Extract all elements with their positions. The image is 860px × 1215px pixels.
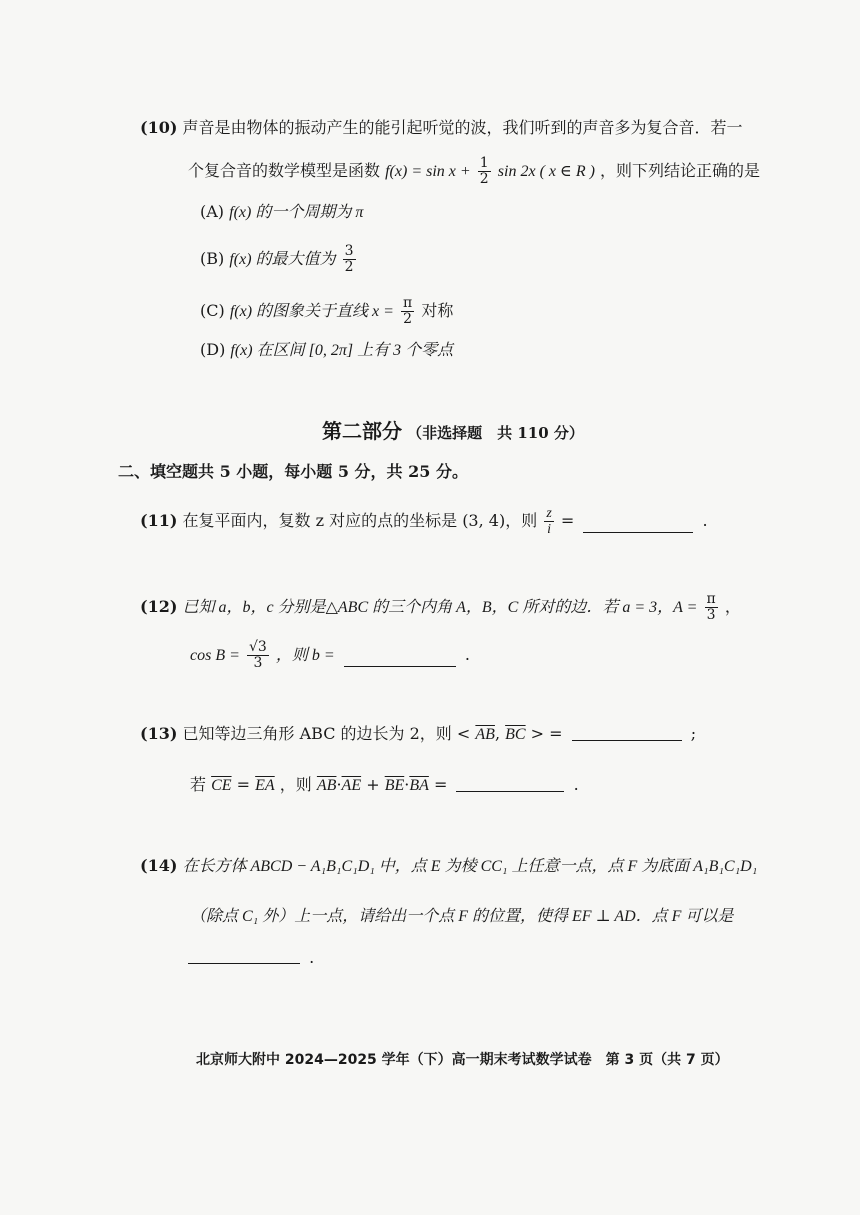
q10-option-b-text: f(x) 的最大值为 <box>229 251 336 268</box>
q12-text1: 已知 a，b，c 分别是△ABC 的三个内角 A，B，C 所对的边．若 a = 3，A = <box>182 599 698 616</box>
q10-option-d <box>200 340 453 361</box>
q10-option-c-num: π <box>403 295 413 311</box>
q11-text: 在复平面内，复数 z 对应的点的坐标是 (3, 4)，则 <box>182 511 538 530</box>
q10-stem-line1 <box>140 118 743 138</box>
q12-number: (12) <box>140 597 178 616</box>
q11-end: . <box>702 511 708 530</box>
q10-option-b-den: 2 <box>344 259 354 275</box>
q10-option-a <box>200 202 363 223</box>
q10-option-c-den: 2 <box>403 311 413 327</box>
q10-option-d-text: f(x) 在区间 [0, 2π] 上有 3 个零点 <box>230 342 454 359</box>
q13-vector-ce: $\overline{CE}$ <box>211 777 232 794</box>
q11-answer-blank[interactable] <box>583 531 693 533</box>
q10-option-c-label: (C) <box>200 301 225 320</box>
q10-frac-den: 2 <box>479 171 489 187</box>
q14-text2: （除点 C₁ 外）上一点，请给出一个点 F 的位置，使得 EF ⊥ AD．点 F 可以是 <box>190 908 734 925</box>
q12-a-fraction <box>705 592 718 623</box>
q13-eq: = <box>236 775 251 794</box>
q10-option-c <box>200 296 453 327</box>
q13-answer-blank-2[interactable] <box>456 790 564 792</box>
q10-function: f(x) = sin x + <box>385 163 471 180</box>
q13-number: (13) <box>140 724 178 743</box>
q14-line2 <box>190 906 733 927</box>
q10-frac-num: 1 <box>479 155 489 171</box>
q11-frac-num: z <box>546 506 552 521</box>
q13-text2b: ，则 <box>279 775 312 794</box>
q12-end: . <box>464 645 471 664</box>
q11-frac-den: i <box>547 522 551 537</box>
q12-comma: ， <box>724 597 741 616</box>
q10-option-a-label: (A) <box>200 202 225 221</box>
q10-number: (10) <box>140 118 178 137</box>
q14-number: (14) <box>140 856 178 875</box>
q13-end1: ; <box>690 724 697 743</box>
q12-cos-lead: cos B = <box>190 647 240 664</box>
q10-option-c-tail: 对称 <box>421 301 454 320</box>
q13-vector-ba: $\overline{BA}$ <box>409 777 429 794</box>
q10-option-b <box>200 244 358 275</box>
q13-dot-2: · <box>404 775 410 794</box>
q10-option-c-text: f(x) 的图象关于直线 x = <box>229 303 394 320</box>
q10-option-a-text: f(x) 的一个周期为 π <box>229 204 364 221</box>
q13-text2a: 若 <box>190 775 207 794</box>
part2-heading <box>322 418 584 446</box>
q13-vector-ab2: $\overline{AB}$ <box>316 777 337 794</box>
q13-vector-ab: $\overline{AB}$ <box>475 726 495 743</box>
q12-answer-blank[interactable] <box>344 665 456 667</box>
q10-option-b-label: (B) <box>200 249 225 268</box>
q10-option-d-label: (D) <box>200 340 226 359</box>
page-footer: 北京师大附中 2024—2025 学年（下）高一期末考试数学试卷 第 3 页（共 7 页） <box>196 1052 729 1068</box>
q12-line1 <box>140 592 741 623</box>
q13-vector-be: $\overline{BE}$ <box>384 777 405 794</box>
q10-function-tail: sin 2x ( x ∈ R ) <box>497 163 595 180</box>
q13-vector-ae: $\overline{AE}$ <box>341 777 362 794</box>
q13-vector-ea: $\overline{EA}$ <box>255 777 275 794</box>
q11-number: (11) <box>140 511 178 530</box>
q14-answer-blank[interactable] <box>188 962 300 964</box>
q10-stem-line2 <box>188 156 760 187</box>
q13-plus: + <box>366 775 380 794</box>
q10-half-fraction <box>478 156 491 187</box>
q13-line1 <box>140 724 696 745</box>
q14-line1 <box>140 856 757 877</box>
q13-vector-bc: $\overline{BC}$ <box>505 726 526 743</box>
q12-text2: ，则 b = <box>275 647 335 664</box>
section-header: 二、填空题共 5 小题，每小题 5 分，共 25 分。 <box>118 462 468 481</box>
q10-stem-text2b: ，则下列结论正确的是 <box>600 161 761 180</box>
q13-sep: , <box>494 724 501 743</box>
q14-text1: 在长方体 ABCD − A₁B₁C₁D₁ 中，点 E 为棱 CC₁ 上任意一点，点 F 为底面 A₁B₁C₁D₁ <box>182 858 758 875</box>
q13-answer-blank-1[interactable] <box>572 739 682 741</box>
q10-option-b-fraction <box>343 244 356 275</box>
q12-line2 <box>190 640 470 671</box>
q11-eq: = <box>560 511 575 530</box>
q10-stem-text2a: 个复合音的数学模型是函数 <box>188 161 381 180</box>
q12-cos-fraction <box>247 640 269 671</box>
q10-option-b-num: 3 <box>344 243 354 259</box>
q14-end: . <box>309 948 315 967</box>
q12-a-den: 3 <box>706 607 716 623</box>
q12-cos-den: 3 <box>253 655 263 671</box>
q10-option-c-fraction <box>401 296 414 327</box>
q12-cos-num: √3 <box>249 639 267 655</box>
q13-end2: . <box>573 775 579 794</box>
q13-text1: 已知等边三角形 ABC 的边长为 2，则 < <box>182 724 471 743</box>
q12-a-num: π <box>706 591 716 607</box>
q13-line2 <box>190 775 579 796</box>
part2-title: 第二部分 <box>322 419 402 443</box>
q14-line3 <box>188 948 314 968</box>
part2-subtitle: （非选择题 共 110 分） <box>407 424 584 442</box>
q13-eq2: = <box>433 775 448 794</box>
q11-fraction <box>544 506 553 537</box>
q13-dot-1: · <box>336 775 342 794</box>
q11 <box>140 506 708 537</box>
q13-text1b: > = <box>530 724 563 743</box>
q10-stem-text1: 声音是由物体的振动产生的能引起听觉的波，我们听到的声音多为复合音．若一 <box>182 118 743 137</box>
